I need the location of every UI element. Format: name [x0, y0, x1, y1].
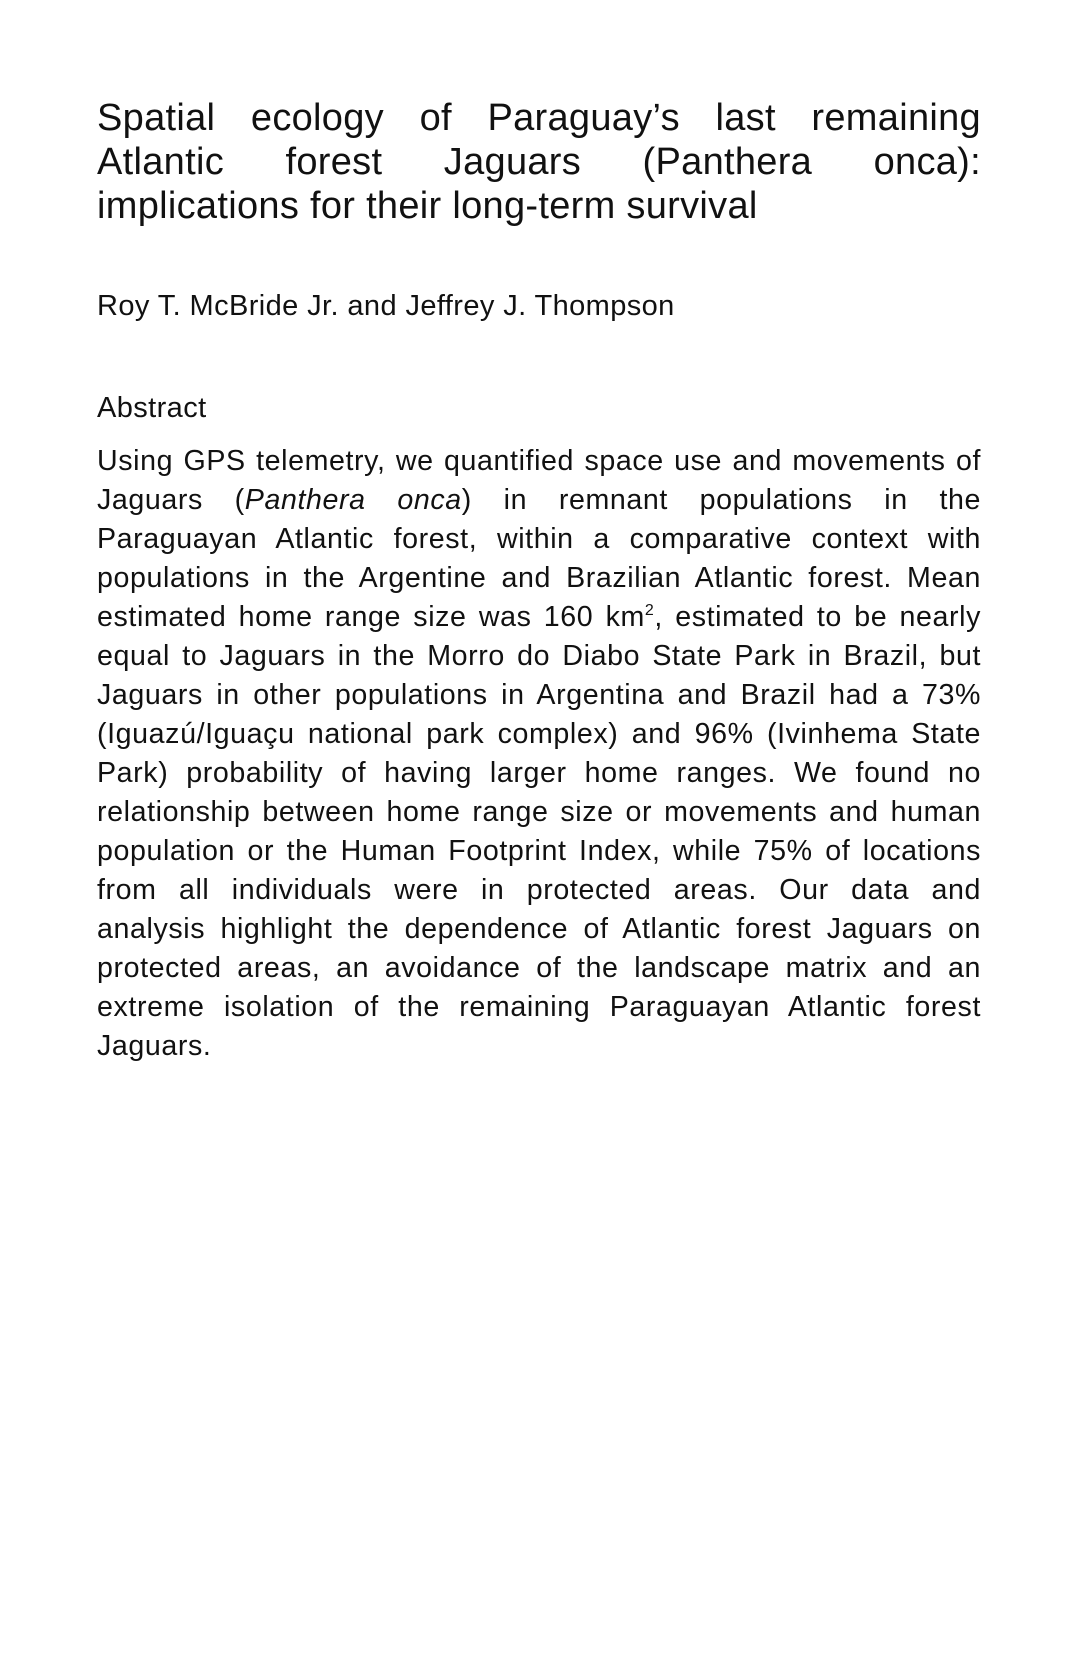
paper-page — [97, 96, 981, 1066]
paper-title: Spatial ecology of Paraguay’s last remaining Atlantic forest Jaguars (Panthera onca): implications for their long-term survival — [97, 97, 981, 227]
abstract-text-part-3: , estimated to be nearly equal to Jaguars in the Morro do Diabo State Park in Brazil, but Jaguars in other populations in Argentina and Brazil had a 73% (Iguazú/Iguaçu national park complex) and 96% (Ivinhema State Park) probability of having larger home ranges. We found no relationship between home range size or movements and human population or the Human Footprint Index, while 75% of locations from all individuals were in protected areas. Our data and analysis highlight the dependence of Atlantic forest Jaguars on protected areas, an avoidance of the landscape matrix and an extreme isolation of the remaining Paraguayan Atlantic forest Jaguars. — [97, 601, 981, 1062]
abstract-text-part-2: ) in remnant populations in the Paraguayan Atlantic forest, within a comparative context with populations in the Argentine and Brazilian Atlantic forest. Mean estimated home range size was 160 km — [97, 484, 982, 633]
abstract-text — [97, 442, 981, 1066]
species-name: Panthera onca — [244, 484, 462, 516]
unit-superscript: 2 — [644, 602, 655, 619]
author-list: Roy T. McBride Jr. and Jeffrey J. Thompson — [97, 290, 675, 322]
abstract-heading: Abstract — [97, 392, 207, 424]
abstract-text-part-1: Using GPS telemetry, we quantified space use and movements of Jaguars ( — [97, 445, 981, 516]
